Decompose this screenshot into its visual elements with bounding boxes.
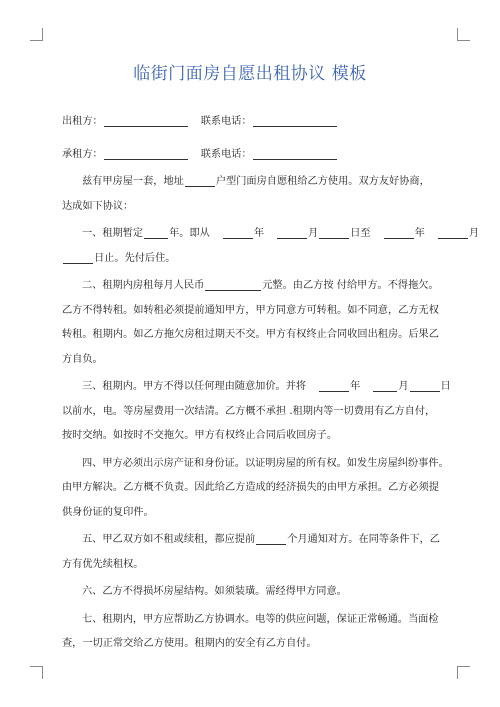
lessor-phone-blank	[253, 112, 337, 127]
clause-7-line: 七、租期内，甲方应帮助乙方协调水。电等的供应问题，保证正常畅通。当面检	[82, 613, 439, 625]
paragraph-line	[62, 170, 450, 195]
text-span: 年	[350, 381, 361, 392]
text-span: 年	[253, 228, 265, 239]
clause-3-line	[62, 375, 450, 400]
fill-blank	[319, 377, 349, 392]
clause-1-line	[62, 222, 479, 247]
agreement-body	[62, 110, 479, 657]
text-span: 月	[398, 381, 409, 392]
lessor-phone-label: 联系电话：	[200, 116, 252, 127]
lessor-row	[62, 110, 450, 135]
text-span: 三、租期内。甲方不得以任何理由随意加价。并将	[82, 381, 307, 392]
clause-2-line: 方自负。	[62, 353, 103, 365]
paragraph-line: 达成如下协议：	[62, 200, 134, 212]
lessee-row	[62, 143, 450, 168]
fill-blank	[144, 224, 168, 239]
clause-3-line: 以前水，电。等房屋费用一次结清。乙方概不承担 .租期内等一切费用有乙方自付，	[62, 405, 436, 417]
clause-4-line: 四、甲方必须出示房产证和身份证。以证明房屋的所有权。如发生房屋纠纷事件。	[82, 457, 449, 469]
text-span: 个月通知对方。在同等条件下，乙	[287, 534, 440, 545]
fill-blank	[319, 224, 349, 239]
clause-2-line: 乙方不得转租。如转租必须提前通知甲方，甲方同意方可转租。如不同意，乙方无权	[62, 304, 439, 316]
text-span: 日止。先付后住。	[94, 252, 176, 264]
document-title: 临街门面房自愿出租协议 模板	[133, 64, 367, 84]
lessee-label: 承租方：	[62, 148, 103, 160]
clause-4-line: 供身份证的复印件。	[62, 506, 154, 518]
notice-months-blank	[256, 530, 286, 545]
text-span: 兹有甲房屋一套，地址	[82, 176, 184, 187]
clause-4-line: 由甲方解决。乙方概不负责。因此给乙方造成的经济损失的由甲方承担。乙方必须提	[62, 482, 439, 493]
address-blank	[185, 172, 215, 187]
lessor-label: 出租方：	[62, 116, 103, 127]
fill-blank	[384, 224, 414, 239]
lessee-phone-label: 联系电话：	[200, 148, 252, 160]
clause-6-line: 六、乙方不得损坏房屋结构。如须装璜。需经得甲方同意。	[82, 586, 347, 597]
clause-5-line	[62, 528, 450, 553]
text-span: 日至	[350, 228, 371, 239]
fill-blank	[438, 224, 468, 239]
text-span: 二、租期内房租每月人民币	[82, 280, 205, 291]
text-span: 五、甲乙双方如不租或续租，都应提前	[82, 534, 256, 545]
text-span: 元整。由乙方按 付给甲方。不得拖欠。	[262, 280, 439, 291]
text-span: 户型门面房自愿租给乙方使用。双方友好协商，	[215, 176, 430, 187]
clause-2-line: 转租。租期内。如乙方拖欠房租过期天不交。甲方有权终止合同收回出租房。后果乙	[62, 329, 439, 340]
fill-blank	[223, 224, 253, 239]
clause-7-line: 查，一切正常交给乙方使用。租期内的安全有乙方自付。	[62, 638, 317, 649]
fill-blank	[63, 249, 93, 264]
lessee-phone-blank	[253, 145, 337, 160]
fill-blank	[410, 377, 440, 392]
text-span: 月	[308, 228, 319, 239]
clause-5-line: 方有优先续租权。	[62, 558, 144, 570]
fill-blank	[277, 224, 307, 239]
page-corner-mark	[457, 28, 470, 41]
page-corner-mark	[457, 666, 470, 679]
rent-blank	[205, 276, 261, 291]
text-span: 年	[414, 228, 425, 239]
text-span: 日	[440, 381, 451, 392]
clause-3-line: 按时交纳。如按时不交拖欠。甲方有权终止合同后收回房子。	[62, 430, 338, 441]
page-corner-mark	[30, 28, 43, 41]
text-span: 年。即从	[169, 228, 210, 239]
clause-1-line	[62, 247, 450, 272]
text-span: 月	[468, 228, 479, 239]
clause-2-line	[62, 274, 450, 299]
lessee-blank	[104, 145, 188, 160]
text-span: 一、租期暂定	[82, 228, 144, 239]
fill-blank	[373, 377, 397, 392]
page-corner-mark	[30, 666, 43, 679]
lessor-blank	[104, 112, 188, 127]
